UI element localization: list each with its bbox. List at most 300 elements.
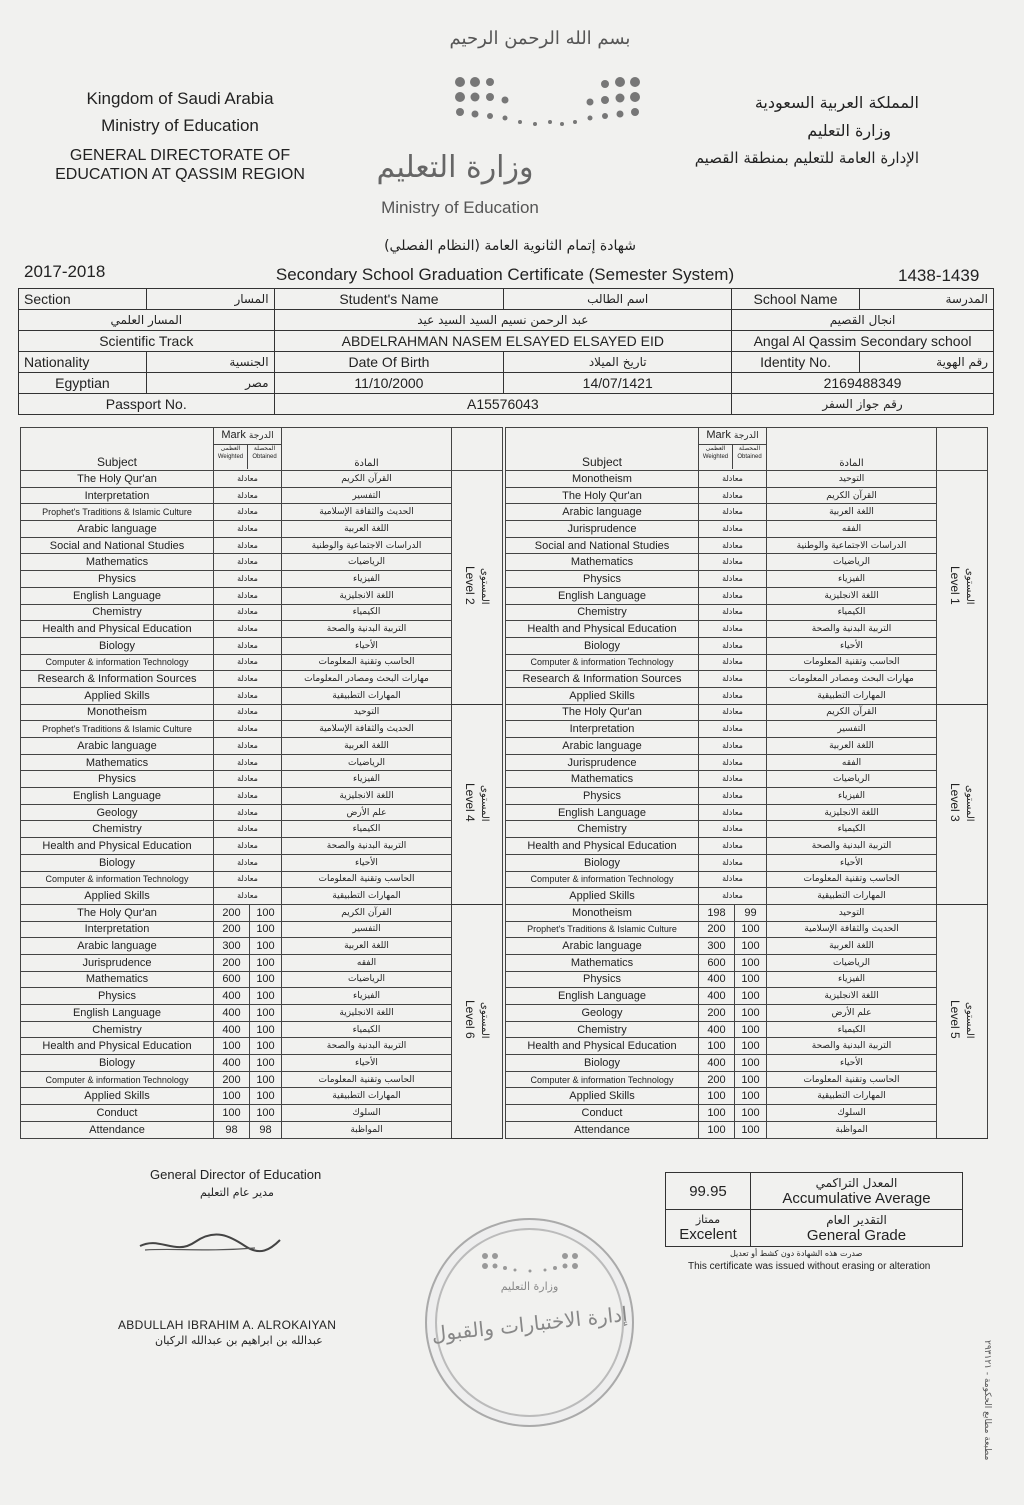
subject-name-ar: القرآن الكريم (282, 471, 452, 488)
subject-name: Prophet's Traditions & Islamic Culture (21, 721, 214, 738)
obtained-mark: 100 (250, 1021, 282, 1038)
obtained-mark: 98 (250, 1121, 282, 1138)
subject-name-ar: الدراسات الاجتماعية والوطنية (282, 537, 452, 554)
subject-name-ar: المهارات التطبيقية (282, 888, 452, 905)
subject-name-ar: التوحيد (767, 471, 937, 488)
subject-name: Monotheism (506, 904, 699, 921)
subject-name-ar: التربية البدنية والصحة (767, 621, 937, 638)
passport-label: Passport No. (19, 394, 275, 415)
subject-row (21, 1055, 503, 1072)
subject-name-ar: الحاسب وتقنية المعلومات (282, 871, 452, 888)
grade-label-cell (751, 1210, 963, 1247)
subject-row (21, 537, 503, 554)
level-label-ar: المستوى (964, 785, 975, 822)
subject-name: Computer & information Technology (506, 1071, 699, 1088)
subject-name-ar: المواظبة (282, 1121, 452, 1138)
subject-name-ar: اللغة العربية (767, 938, 937, 955)
obtained-mark: 100 (735, 1088, 767, 1105)
subject-row (506, 1071, 988, 1088)
subject-row (506, 988, 988, 1005)
subject-name-ar: الكيمياء (282, 821, 452, 838)
subject-name-ar: التربية البدنية والصحة (282, 621, 452, 638)
subject-name-ar: مهارات البحث ومصادر المعلومات (767, 671, 937, 688)
subject-row (21, 504, 503, 521)
subject-row (21, 687, 503, 704)
note-en: This certificate was issued without erasing or alteration (688, 1261, 931, 1272)
subject-name: Chemistry (21, 1021, 214, 1038)
equivalent-mark: معادلة (214, 871, 282, 888)
subject-row (506, 704, 988, 721)
subject-name: Chemistry (506, 821, 699, 838)
equivalent-mark: معادلة (699, 804, 767, 821)
average-value: 99.95 (666, 1173, 751, 1210)
weighted-mark: 300 (214, 938, 250, 955)
subject-row (21, 804, 503, 821)
subject-name-ar: التفسير (282, 487, 452, 504)
year-gregorian: 2017-2018 (24, 262, 106, 281)
obtained-mark: 100 (735, 1105, 767, 1122)
grade-cell (666, 1210, 751, 1247)
weighted-mark: 400 (214, 1055, 250, 1072)
subject-name-ar: الكيمياء (767, 1021, 937, 1038)
equivalent-mark: معادلة (214, 504, 282, 521)
subject-name: The Holy Qur'an (506, 487, 699, 504)
equivalent-mark: معادلة (699, 487, 767, 504)
subject-name-ar: التفسير (282, 921, 452, 938)
observed-label-ar: المحصلة (738, 445, 761, 452)
subject-name-ar: المهارات التطبيقية (767, 1088, 937, 1105)
subject-name-ar: مهارات البحث ومصادر المعلومات (282, 671, 452, 688)
subject-name-ar: اللغة الانجليزية (767, 587, 937, 604)
school-label: School Name (732, 289, 860, 310)
level-header (452, 428, 503, 471)
equivalent-mark: معادلة (699, 654, 767, 671)
subject-row (21, 1021, 503, 1038)
subject-name-ar: الكيمياء (282, 604, 452, 621)
dots-icon (450, 72, 650, 142)
subject-name: Health and Physical Education (21, 621, 214, 638)
obtained-mark: 100 (250, 904, 282, 921)
subject-name-ar: السلوك (767, 1105, 937, 1122)
grades-table-right (505, 427, 988, 1139)
average-cell (751, 1173, 963, 1210)
equivalent-mark: معادلة (214, 771, 282, 788)
equivalent-mark: معادلة (699, 738, 767, 755)
subject-name-ar: القرآن الكريم (282, 904, 452, 921)
mark-label-ar: الدرجة (248, 431, 274, 441)
weighted-mark: 100 (699, 1088, 735, 1105)
subject-name: Chemistry (506, 1021, 699, 1038)
subject-name: Mathematics (506, 954, 699, 971)
subject-row (506, 687, 988, 704)
equivalent-mark: معادلة (699, 504, 767, 521)
subject-row (506, 971, 988, 988)
subject-name-ar: اللغة العربية (282, 521, 452, 538)
header-en (40, 88, 320, 184)
subject-name: Jurisprudence (21, 954, 214, 971)
student-info-table (18, 288, 994, 415)
subject-name-ar: القرآن الكريم (767, 704, 937, 721)
equivalent-mark: معادلة (699, 637, 767, 654)
equivalent-mark: معادلة (699, 587, 767, 604)
obtained-mark: 100 (250, 1005, 282, 1022)
subject-row (21, 971, 503, 988)
subject-row (21, 704, 503, 721)
subject-name-ar: المواظبة (767, 1121, 937, 1138)
subject-name-ar: الفيزياء (282, 571, 452, 588)
subject-name-ar: علم الأرض (767, 1005, 937, 1022)
subject-row (21, 904, 503, 921)
subject-row (506, 788, 988, 805)
level-label-cell (452, 904, 503, 1138)
grade-label-ar: التقدير العام (826, 1212, 887, 1227)
equivalent-mark: معادلة (214, 821, 282, 838)
subject-name: Computer & information Technology (21, 871, 214, 888)
subject-name-ar: الحاسب وتقنية المعلومات (282, 654, 452, 671)
grade-value: Excelent (679, 1226, 737, 1243)
subject-row (506, 621, 988, 638)
weighted-mark: 200 (214, 1071, 250, 1088)
nationality-label-ar: الجنسية (146, 352, 274, 373)
level-label-ar: المستوى (479, 1001, 490, 1039)
subject-name-ar: الفيزياء (282, 988, 452, 1005)
obtained-mark: 100 (250, 1105, 282, 1122)
subject-name: English Language (506, 988, 699, 1005)
weighted-label: Weighted (702, 454, 729, 460)
subject-name: Chemistry (21, 821, 214, 838)
subject-name-ar: التفسير (767, 721, 937, 738)
dob-gregorian: 11/10/2000 (274, 373, 504, 394)
mark-label-ar: الدرجة (733, 431, 759, 441)
level-label-cell (937, 471, 988, 705)
level-label: Level 5 (948, 999, 962, 1039)
subject-name: Health and Physical Education (506, 838, 699, 855)
name-value: ABDELRAHMAN NASEM ELSAYED ELSAYED EID (274, 331, 732, 352)
subject-name: Jurisprudence (506, 754, 699, 771)
obtained-mark: 100 (250, 1088, 282, 1105)
weighted-mark: 100 (699, 1121, 735, 1138)
equivalent-mark: معادلة (214, 471, 282, 488)
director-name: ABDULLAH IBRAHIM A. ALROKAIYAN (118, 1318, 337, 1332)
subject-name-ar: الرياضيات (767, 954, 937, 971)
obtained-mark: 100 (735, 1055, 767, 1072)
director-name-ar: عبدالله بن ابراهيم بن عبدالله الركيان (155, 1334, 323, 1347)
directorate-en-2: EDUCATION AT QASSIM REGION (55, 166, 305, 183)
subject-name: Physics (506, 571, 699, 588)
obtained-mark: 100 (250, 921, 282, 938)
subject-name: Computer & information Technology (506, 654, 699, 671)
equivalent-mark: معادلة (214, 738, 282, 755)
subject-name-ar: التربية البدنية والصحة (767, 838, 937, 855)
subject-row (506, 1005, 988, 1022)
subject-name-ar: الفيزياء (767, 971, 937, 988)
subject-row (21, 1121, 503, 1138)
subject-row (21, 754, 503, 771)
equivalent-mark: معادلة (699, 788, 767, 805)
subject-row (506, 521, 988, 538)
signature-icon (135, 1228, 285, 1258)
subject-name-ar: التوحيد (767, 904, 937, 921)
nationality-value-ar: مصر (146, 373, 274, 394)
subject-row (506, 571, 988, 588)
subject-name-ar: اللغة العربية (282, 738, 452, 755)
equivalent-mark: معادلة (214, 754, 282, 771)
subject-name: Mathematics (21, 754, 214, 771)
subject-name: Applied Skills (506, 687, 699, 704)
subject-name: Applied Skills (21, 1088, 214, 1105)
subject-row (506, 471, 988, 488)
subject-name-ar: الحديث والثقافة الإسلامية (282, 721, 452, 738)
subject-name: Geology (506, 1005, 699, 1022)
subject-name-ar: المهارات التطبيقية (767, 687, 937, 704)
subject-row (21, 938, 503, 955)
equivalent-mark: معادلة (699, 721, 767, 738)
subject-name: The Holy Qur'an (21, 904, 214, 921)
subject-name: Computer & information Technology (21, 654, 214, 671)
weighted-mark: 100 (214, 1105, 250, 1122)
subject-name: Geology (21, 804, 214, 821)
weighted-label-ar: العظمى (220, 445, 241, 452)
obtained-mark: 100 (735, 1021, 767, 1038)
weighted-mark: 400 (699, 971, 735, 988)
nationality-label: Nationality (19, 352, 147, 373)
subject-row (21, 788, 503, 805)
stamp-text: إدارة الاختبارات والقبول (430, 1301, 629, 1347)
subject-row (21, 1088, 503, 1105)
equivalent-mark: معادلة (214, 487, 282, 504)
side-print-text: مطبعة مطابع الحكومة - ٢٩٣١٢١ (982, 1340, 992, 1461)
obtained-mark: 100 (250, 1038, 282, 1055)
subject-row (21, 521, 503, 538)
grid-header-row (21, 428, 503, 471)
subject-row (21, 888, 503, 905)
passport-label-ar: رقم جواز السفر (732, 394, 994, 415)
level-label-ar: المستوى (964, 568, 975, 605)
average-label: Accumulative Average (782, 1189, 931, 1207)
note-ar: صدرت هذه الشهادة دون كشط أو تعديل (730, 1249, 863, 1258)
observed-label: Obtained (737, 454, 762, 460)
subject-row (506, 1088, 988, 1105)
subject-name-ar: الرياضيات (767, 554, 937, 571)
subject-name-ar: الكيمياء (282, 1021, 452, 1038)
weighted-mark: 100 (214, 1038, 250, 1055)
subject-name: Biology (506, 637, 699, 654)
obtained-mark: 100 (735, 971, 767, 988)
weighted-label: Weighted (217, 454, 244, 460)
level-label-ar: المستوى (964, 1001, 975, 1039)
subject-row (506, 904, 988, 921)
subject-row (21, 671, 503, 688)
subject-row (21, 838, 503, 855)
equivalent-mark: معادلة (699, 521, 767, 538)
equivalent-mark: معادلة (214, 571, 282, 588)
subject-name: Physics (506, 788, 699, 805)
subject-row (506, 671, 988, 688)
subject-row (21, 1071, 503, 1088)
subject-name-ar: الكيمياء (767, 604, 937, 621)
subject-name: Monotheism (506, 471, 699, 488)
subject-name-ar: الرياضيات (282, 754, 452, 771)
subject-name-ar: اللغة العربية (282, 938, 452, 955)
subject-name: Interpretation (21, 487, 214, 504)
subject-row (506, 604, 988, 621)
level-label: Level 1 (948, 565, 962, 605)
subject-name: Research & Information Sources (506, 671, 699, 688)
subject-row (506, 771, 988, 788)
stamp-sub: وزارة التعليم (500, 1280, 559, 1293)
subject-name-ar: الحديث والثقافة الإسلامية (282, 504, 452, 521)
subject-name: Interpretation (506, 721, 699, 738)
cert-title-ar: شهادة إتمام الثانوية العامة (النظام الفصلي) (384, 238, 636, 254)
directorate-en-1: GENERAL DIRECTORATE OF (69, 147, 291, 164)
subject-name-ar: المهارات التطبيقية (282, 687, 452, 704)
weighted-mark: 400 (699, 1055, 735, 1072)
subject-name-ar: الحاسب وتقنية المعلومات (282, 1071, 452, 1088)
subject-row (506, 654, 988, 671)
weighted-mark: 200 (214, 904, 250, 921)
subject-row (506, 738, 988, 755)
kingdom-ar: المملكة العربية السعودية (754, 93, 919, 112)
equivalent-mark: معادلة (214, 687, 282, 704)
school-value-ar: انجال القصيم (732, 310, 994, 331)
weighted-mark: 100 (214, 1088, 250, 1105)
subject-name: Biology (21, 854, 214, 871)
name-label-ar: اسم الطالب (504, 289, 732, 310)
subject-name-ar: الرياضيات (282, 554, 452, 571)
equivalent-mark: معادلة (214, 554, 282, 571)
subject-name-ar: اللغة الانجليزية (767, 804, 937, 821)
level-label: Level 4 (463, 782, 477, 822)
section-value: Scientific Track (19, 331, 275, 352)
equivalent-mark: معادلة (214, 704, 282, 721)
subject-row (21, 771, 503, 788)
weighted-mark: 200 (699, 921, 735, 938)
weighted-mark: 200 (699, 1071, 735, 1088)
obtained-mark: 100 (250, 938, 282, 955)
subject-name-ar: التربية البدنية والصحة (282, 1038, 452, 1055)
subject-row (506, 537, 988, 554)
subject-name: Physics (21, 988, 214, 1005)
subject-name-ar: الفيزياء (767, 788, 937, 805)
subject-name: Social and National Studies (506, 537, 699, 554)
subject-row (21, 854, 503, 871)
level-label: Level 2 (463, 565, 477, 605)
subject-name: Health and Physical Education (21, 1038, 214, 1055)
subject-row (506, 871, 988, 888)
subject-name-ar: التربية البدنية والصحة (767, 1038, 937, 1055)
subject-name: Conduct (506, 1105, 699, 1122)
subject-row (506, 1121, 988, 1138)
subject-name-ar: علم الأرض (282, 804, 452, 821)
subject-row (506, 1055, 988, 1072)
weighted-mark: 98 (214, 1121, 250, 1138)
subject-name: Prophet's Traditions & Islamic Culture (21, 504, 214, 521)
id-value: 2169488349 (732, 373, 994, 394)
weighted-mark: 600 (214, 971, 250, 988)
equivalent-mark: معادلة (699, 471, 767, 488)
subject-name: Attendance (506, 1121, 699, 1138)
subject-name: The Holy Qur'an (21, 471, 214, 488)
equivalent-mark: معادلة (214, 654, 282, 671)
subject-row (21, 1038, 503, 1055)
equivalent-mark: معادلة (699, 704, 767, 721)
average-label-ar: المعدل التراكمي (815, 1175, 898, 1190)
equivalent-mark: معادلة (214, 537, 282, 554)
subject-row (506, 821, 988, 838)
weighted-mark: 200 (699, 1005, 735, 1022)
weighted-mark: 300 (699, 938, 735, 955)
subject-header-ar: المادة (282, 428, 452, 471)
level-label-ar: المستوى (479, 785, 490, 822)
obtained-mark: 99 (735, 904, 767, 921)
subject-name: Arabic language (506, 938, 699, 955)
subject-name: Interpretation (21, 921, 214, 938)
subject-name-ar: السلوك (282, 1105, 452, 1122)
basmala: بسم الله الرحمن الرحيم (449, 28, 631, 49)
subject-name-ar: الحديث والثقافة الإسلامية (767, 921, 937, 938)
subject-name-ar: الكيمياء (767, 821, 937, 838)
subject-name: Biology (21, 637, 214, 654)
subject-name: English Language (21, 1005, 214, 1022)
subject-name: Physics (21, 771, 214, 788)
subject-name: Arabic language (506, 504, 699, 521)
equivalent-mark: معادلة (699, 687, 767, 704)
subject-name: Applied Skills (506, 888, 699, 905)
subject-name-ar: التوحيد (282, 704, 452, 721)
subject-row (21, 604, 503, 621)
grade-value-ar: ممتاز (695, 1213, 721, 1226)
subject-name: Arabic language (506, 738, 699, 755)
ministry-en: Ministry of Education (101, 116, 259, 135)
official-stamp (425, 1218, 634, 1427)
id-label: Identity No. (732, 352, 860, 373)
subject-name: Mathematics (506, 771, 699, 788)
subject-row (506, 554, 988, 571)
subject-name: Monotheism (21, 704, 214, 721)
grades-table-left (20, 427, 503, 1139)
subject-name-ar: الرياضيات (767, 771, 937, 788)
dob-label-ar: تاريخ الميلاد (504, 352, 732, 373)
obtained-mark: 100 (250, 954, 282, 971)
subject-name: Jurisprudence (506, 521, 699, 538)
weighted-label-ar: العظمى (705, 445, 726, 452)
equivalent-mark: معادلة (699, 671, 767, 688)
subject-name-ar: الفقه (767, 754, 937, 771)
obtained-mark: 100 (735, 1121, 767, 1138)
equivalent-mark: معادلة (214, 804, 282, 821)
subject-name-ar: القرآن الكريم (767, 487, 937, 504)
id-label-ar: رقم الهوية (860, 352, 994, 373)
logo-arabic-text: وزارة التعليم (376, 150, 534, 185)
obtained-mark: 100 (735, 1071, 767, 1088)
subject-name-ar: الحاسب وتقنية المعلومات (767, 1071, 937, 1088)
grid-header-row (506, 428, 988, 471)
observed-label: Obtained (252, 454, 277, 460)
subject-name-ar: التربية البدنية والصحة (282, 838, 452, 855)
subject-name: Mathematics (21, 971, 214, 988)
level-label-cell (937, 704, 988, 904)
subject-row (21, 821, 503, 838)
ministry-logo (355, 72, 655, 222)
subject-name-ar: اللغة الانجليزية (282, 587, 452, 604)
nationality-value: Egyptian (19, 373, 147, 394)
obtained-mark: 100 (735, 921, 767, 938)
director-title-en: General Director of Education (150, 1167, 322, 1182)
school-label-ar: المدرسة (860, 289, 994, 310)
obtained-mark: 100 (735, 938, 767, 955)
equivalent-mark: معادلة (699, 854, 767, 871)
weighted-mark: 400 (699, 1021, 735, 1038)
